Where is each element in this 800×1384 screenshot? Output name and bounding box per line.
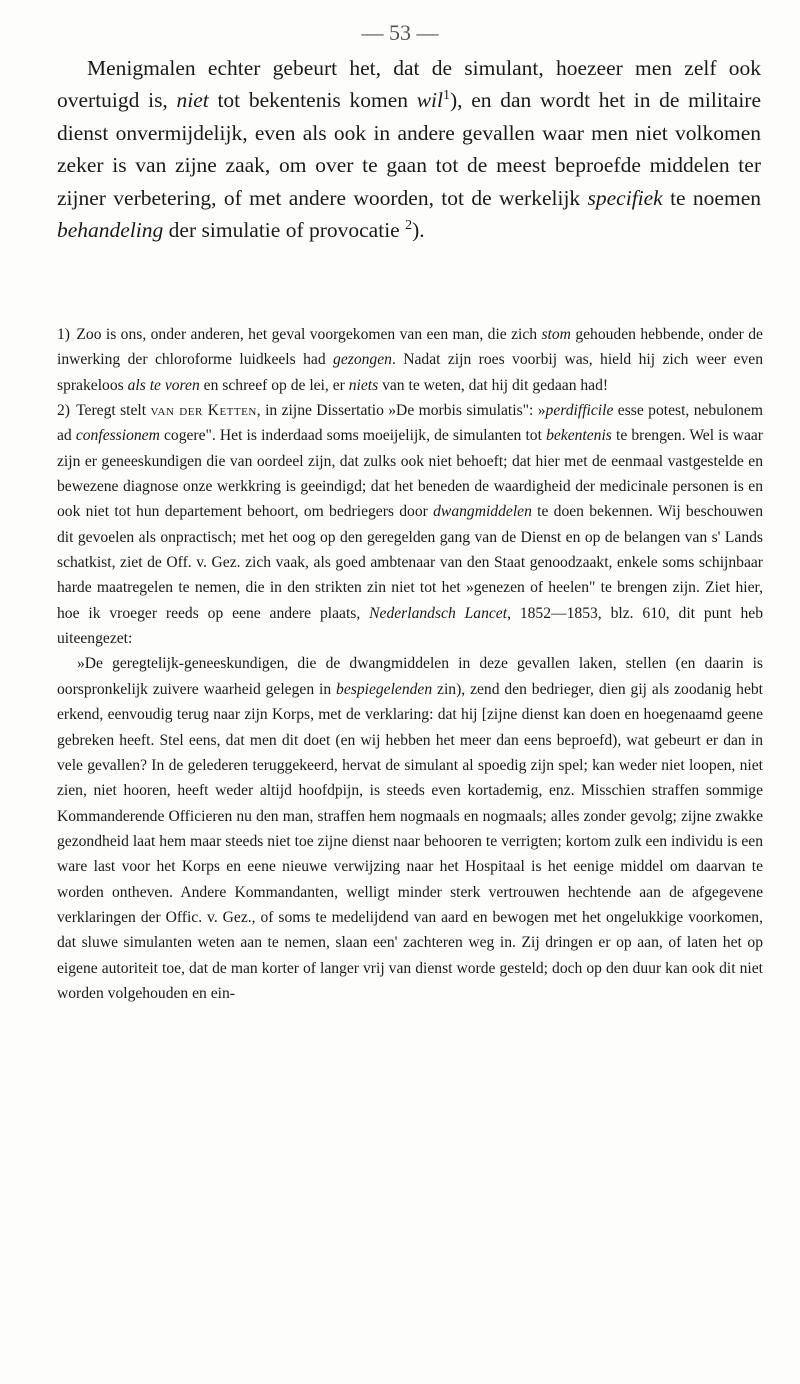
text-run: , en dan wordt het in de militaire dienst onvermijdelijk, even als ook in andere gevallen waar men niet volkomen zeker is van zijne zaak, om over te gaan tot de meest beproefde middelen ter zijner verbetering, of met andere woorden, tot de werkelijk [57, 88, 761, 210]
text-run: »De geregtelijk-geneeskundigen, die de dwangmiddelen in deze gevallen laken, stellen (en daarin is oorspronkelijk zuivere waarheid gelegen in [57, 655, 763, 698]
text-run: en schreef op de lei, er [199, 376, 349, 394]
text-run: te noemen [662, 185, 761, 210]
footnote-ref-2: 2 [405, 217, 413, 233]
emphasis: stom [541, 326, 571, 343]
text-run: esse potest, nebulonem ad [57, 402, 763, 445]
text-run: . [419, 218, 425, 243]
footnotes [57, 322, 763, 1006]
text-run: der simulatie of provocatie [163, 218, 406, 243]
quoted-passage [57, 651, 763, 1006]
emphasis: behandeling [57, 218, 164, 243]
text-run: , in zijne Dissertatio »De morbis simulatis": » [256, 402, 546, 420]
emphasis: bespiegelenden [336, 680, 433, 698]
footnote-marker: 2) [57, 402, 70, 420]
text-run: , 1852—1853, blz. 610, dit punt heb uiteengezet: [57, 604, 763, 648]
author-name: van der Ketten [150, 402, 257, 420]
text-run: te brengen. Wel is waar zijn er geneeskundigen die van oordeel zijn, dat zulks ook niet behoeft; dat hier met de eenmaal vastgestelde en bewezene diagnose onze werkkring is geeindigd; dat het beneden de waardigheid der medicinale personen is en ook niet tot hun departement behoort, om bedriegers door [57, 427, 763, 521]
emphasis: als te voren [127, 376, 200, 394]
emphasis: gezongen [333, 351, 392, 369]
footnote-ref-1: 1 [443, 88, 450, 104]
emphasis: niets [348, 376, 379, 394]
emphasis: niet [176, 88, 209, 113]
text-run: Teregt stelt [72, 402, 151, 420]
emphasis: specifiek [587, 185, 663, 210]
main-paragraph-text: Menigmalen echter gebeurt het, dat de simulant, hoezeer men zelf ook overtuigd is, niet tot bekentenis komen wil$^1$), en dan wordt het in de militaire dienst onvermijdelijk, even als ook in andere gevallen waar men niet volkomen zeker is van zijne zaak, om over te gaan tot de meest beproefde middelen ter zijner verbetering, of met andere woorden, tot de werkelijk specifiek te noemen behandeling der simulatie of provocatie $^2$). [57, 56, 761, 243]
text-run: van te weten, dat hij dit gedaan had! [378, 376, 609, 394]
text-run: Zoo is ons, onder anderen, het geval voorgekomen van een man, die zich [72, 326, 542, 343]
text-run: Menigmalen echter gebeurt het, dat de simulant, hoezeer men zelf ook overtuigd is, [57, 56, 761, 113]
emphasis: dwangmiddelen [433, 503, 532, 521]
text-run: te doen bekennen. Wij beschouwen dit gevoelen als onpractisch; met het oog op den geregelden gang van de Dienst en op de belangen van s' Lands schatkist, ziet de Off. v. Gez. zich vaak, als goed ambtenaar van den Staat genoodzaakt, enkele soms schijnbaar harde maatregelen te nemen, die in den strikten zin niet tot het »genezen of heelen" te brengen zijn. Ziet hier, hoe ik vroeger reeds op eene andere plaats, [57, 503, 763, 622]
journal-title: Nederlandsch Lancet [369, 604, 508, 622]
text-run: cogere". Het is inderdaad soms moeijelijk, de simulanten tot [159, 427, 547, 445]
emphasis: wil [416, 88, 443, 113]
emphasis: bekentenis [546, 427, 612, 445]
text-run: . Nadat zijn roes voorbij was, hield hij zich weer even sprakeloos [57, 351, 763, 394]
text-run: gehouden hebbende, onder de inwerking der chloroforme luidkeels had [57, 326, 763, 369]
page-number: — 53 — [361, 20, 439, 45]
footnote-1 [57, 322, 763, 398]
footnote-2 [57, 398, 763, 651]
main-paragraph [57, 52, 761, 246]
emphasis: confessionem [75, 427, 160, 445]
footnote-marker: 1) [57, 326, 70, 343]
emphasis: perdifficile [545, 402, 614, 420]
text-run: zin), zend den bedrieger, dien gij als zoodanig hebt erkend, eenvoudig terug naar zijn Korps, met de verklaring: dat hij [zijne dienst kan doen en hoegenaamd geene gebreken heeft. Stel eens, dat men dit doet (en wij hebben het meer dan eens beproefd), wat gebeurt er dan in vele gevallen? In de gelederen teruggekeerd, hervat de simulant al spoedig zijn spel; kan weder niet loopen, niet zien, niet hooren, heeft weder altijd hoofdpijn, is steeds even kortademig, enz. Misschien straffen sommige Kommanderende Officieren nu den man, straffen hem nogmaals en nogmaals; alles zonder gevolg; zijne zwakke gezondheid laat hem maar steeds niet toe zijne dienst naar behooren te verrigten; kortom zulk een individu is een ware last voor het Korps en eene nieuwe verwijzing naar het Hospitaal is het eenige middel om daarvan te worden ontheven. Andere Kommandanten, welligt minder sterk vertrouwen hechtende aan de afgegevene verklaringen der Offic. v. Gez., of soms te medelijdend van aard en bewogen met het ongelukkige voorkomen, dat sluwe simulanten weten aan te nemen, slaan een' zachteren weg in. Zij dringen er op aan, of laten het op eigene autoriteit toe, dat de man korter of langer vrij van dienst worde gesteld; doch op den duur kan ook dit niet worden volgehouden en ein- [57, 680, 763, 1002]
text-run: tot bekentenis komen [208, 88, 417, 113]
